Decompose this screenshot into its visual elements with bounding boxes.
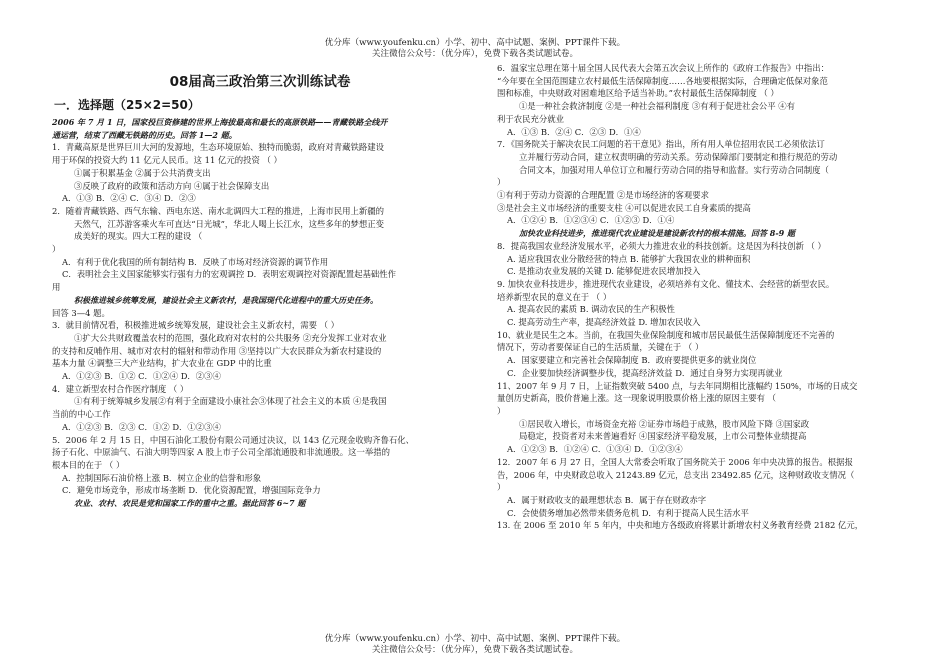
text-line: 3．就目前情况看，积极推进城乡统筹发展，建设社会主义新农村，需要 （ ） bbox=[52, 320, 340, 331]
text-line: 1．青藏高原是世界巨川大河的发源地，生态环境原始、独特而脆弱，政府对青藏铁路建设 bbox=[52, 142, 384, 153]
text-line: A．国家要建立和完善社会保障制度 B．政府要提供更多的就业岗位 bbox=[507, 355, 757, 366]
header-line-2: 关注微信公众号：（优分库），免费下载各类试题试卷。 bbox=[371, 49, 579, 59]
text-line: ①居民收入增长，市场资金充裕 ②证券市场趋于成熟，股市风险下降 ③国家政 bbox=[519, 418, 810, 429]
text-line: ③是社会主义市场经济的重要支柱 ④可以促进农民工自身素质的提高 bbox=[497, 202, 751, 213]
text-line: 局稳定，投资者对未来普遍看好 ④国家经济平稳发展，上市公司整体业绩提高 bbox=[519, 431, 807, 442]
text-line: 2．随着青藏铁路、西气东输、西电东送、南水北调四大工程的推进，上海市民用上新疆的 bbox=[52, 205, 384, 216]
text-line: “今年要在全国范围建立农村最低生活保障制度……各地要根据实际，合理确定低保对象范 bbox=[497, 75, 828, 86]
text-line: 用 bbox=[52, 282, 61, 293]
header-line-1: 优分库（www.youfenku.cn）小学、初中、高中试题、案例、PPT课件下载。 bbox=[324, 38, 626, 48]
text-line: 情况下，劳动者要保证自己的生活质量，关键在于 （ ） bbox=[497, 342, 704, 353]
text-line: 围和标准，中央财政对困难地区给予适当补助。”农村最低生活保障制度 （ ） bbox=[497, 88, 779, 99]
text-line: 量创历史新高，股价普遍上涨。这一现象说明股票价格上涨的原因主要有 （ bbox=[497, 393, 777, 404]
right-column-body bbox=[497, 62, 907, 532]
text-line: 11、2007 年 9 月 7 日，上证指数突破 5400 点，与去年同期相比涨幅约 150%，市场的日成交 bbox=[497, 380, 858, 391]
text-line: 积极推进城乡统筹发展，建设社会主义新农村，是我国现代化进程中的重大历史任务。 bbox=[74, 294, 378, 305]
page-header bbox=[0, 38, 950, 60]
text-line: 4．建立新型农村合作医疗制度 （ ） bbox=[52, 383, 189, 394]
text-line: C．会使债务增加必然带来债务危机 D．有利于提高人民生活水平 bbox=[507, 507, 749, 518]
text-line: A．控制国际石油价格上涨 B．树立企业的信誉和形象 bbox=[62, 472, 262, 483]
text-line: A. 提高农民的素质 B. 调动农民的生产积极性 bbox=[507, 304, 675, 315]
text-line: 告，2006 年，中央财政总收入 21243.89 亿元，总支出 23492.85 亿元，这种财政收支情况（ bbox=[497, 469, 855, 480]
text-line: C．企业要加快经济调整步伐，提高经济效益 D．通过自身努力实现再就业 bbox=[507, 367, 783, 378]
text-line: ） bbox=[52, 244, 61, 255]
text-line: 通运营，结束了西藏无铁路的历史。回答 1—2 题。 bbox=[52, 129, 237, 140]
text-line: 9. 加快农业科技进步，推进现代农业建设，必须培养有文化、懂技术、会经营的新型农民。 bbox=[497, 278, 835, 289]
text-line: 7．《国务院关于解决农民工问题的若干意见》指出，所有用人单位招用农民工必须依法订 bbox=[497, 139, 825, 150]
text-line: A．属于财政收支的最理想状态 B．属于存在财政赤字 bbox=[507, 494, 707, 505]
text-line: C．避免市场竞争，形成市场垄断 D．优化资源配置，增强国际竞争力 bbox=[62, 485, 321, 496]
text-line: 10、就业是民生之本。当前，在我国失业保险制度和城市居民最低生活保障制度还不完善的 bbox=[497, 329, 835, 340]
text-line: A．有利于优化我国的所有制结构 B．反映了市场对经济资源的调节作用 bbox=[62, 256, 329, 267]
left-column-body bbox=[52, 116, 468, 510]
text-line: 根本目的在于 （ ） bbox=[52, 459, 125, 470]
text-line: 加快农业科技进步，推进现代农业建设是建设新农村的根本措施。回答 8-9 题 bbox=[519, 228, 796, 239]
footer-line-2: 关注微信公众号：（优分库），免费下载各类试题试卷。 bbox=[371, 645, 579, 655]
text-line: 用于环保的投资大约 11 亿元人民币。这 11 亿元的投资 （ ） bbox=[52, 155, 282, 166]
text-line: 6．温家宝总理在第十届全国人民代表大会第五次会议上所作的《政府工作报告》中指出： bbox=[497, 63, 829, 73]
right-column bbox=[497, 62, 907, 532]
exam-title: 08届高三政治第三次训练试卷 bbox=[169, 74, 351, 90]
text-line: 回答 3—4 题。 bbox=[52, 307, 110, 318]
text-line: ①属于积累基金 ②属于公共消费支出 bbox=[74, 167, 211, 178]
text-line: A．①②③ B．①②④ C．①③④ D．①②③④ bbox=[507, 444, 683, 455]
page-footer bbox=[0, 634, 950, 656]
text-line: 当前的中心工作 bbox=[52, 409, 111, 420]
text-line: ） bbox=[497, 405, 506, 416]
text-line: 培养新型农民的意义在于 （ ） bbox=[497, 291, 612, 302]
text-line: C．表明社会主义国家能够实行强有力的宏观调控 D．表明宏观调控对资源配置起基础性作 bbox=[62, 269, 397, 280]
text-line: A．①③ B．②④ C．②③ D．①④ bbox=[507, 126, 641, 137]
section-heading: 一．选择题（25×2=50） bbox=[54, 98, 200, 112]
text-line: 8．提高我国农业经济发展水平，必须大力推进农业的科技创新。这是因为科技创新 （ ） bbox=[497, 240, 826, 251]
left-column bbox=[52, 62, 468, 510]
text-line: C. 提高劳动生产率，提高经济效益 D. 增加农民收入 bbox=[507, 317, 701, 328]
text-line: 天然气，江苏游客乘火车可直达“日光城”，华北人喝上长江水，这些多年的梦想正变 bbox=[74, 218, 385, 229]
text-line: 2006 年 7 月 1 日，国家投巨资修建的世界上海拔最高和最长的高原铁路——青藏铁路全线开 bbox=[52, 117, 388, 127]
text-line: C. 是推动农业发展的关键 D. 能够促进农民增加投入 bbox=[507, 266, 701, 277]
text-line: A．①②③ B．②③ C．①② D．①②③④ bbox=[62, 421, 221, 432]
text-line: 利于农民充分就业 bbox=[497, 113, 564, 124]
text-line: 5．2006 年 2 月 15 日，中国石油化工股份有限公司通过决议，以 143 亿元现金收购齐鲁石化、 bbox=[52, 434, 414, 445]
text-line: ①扩大公共财政覆盖农村的范围，强化政府对农村的公共服务 ②充分发挥工业对农业 bbox=[74, 332, 387, 343]
text-line: ③反映了政府的政策和活动方向 ④属于社会保障支出 bbox=[74, 180, 270, 191]
text-line: A. 适应我国农业分散经营的特点 B. 能够扩大我国农业的耕种面积 bbox=[507, 253, 751, 264]
text-line: 的支持和反哺作用、城市对农村的辐射和带动作用 ③坚持以广大农民群众为新农村建设的 bbox=[52, 345, 382, 356]
text-line: ①是一种社会救济制度 ②是一种社会福利制度 ③有利于促进社会公平 ④有 bbox=[519, 101, 795, 112]
text-line: 扬子石化、中原油气、石油大明等四家 A 股上市子公司全部流通股和非流通股。这一举措的 bbox=[52, 447, 390, 458]
text-line: ①有利于劳动力资源的合理配置 ②是市场经济的客观要求 bbox=[497, 190, 710, 201]
text-line: ） bbox=[497, 482, 506, 493]
text-line: 13. 在 2006 至 2010 年 5 年内，中央和地方各级政府将累计新增农村义务教育经费 2182 亿元， bbox=[497, 520, 864, 531]
text-line: 立并履行劳动合同，建立权责明确的劳动关系。劳动保障部门要制定和推行规范的劳动 bbox=[519, 151, 838, 162]
footer-line-1: 优分库（www.youfenku.cn）小学、初中、高中试题、案例、PPT课件下载。 bbox=[324, 634, 626, 644]
text-line: A．①③ B．②④ C．③④ D．②③ bbox=[62, 193, 196, 204]
text-line: ） bbox=[497, 177, 506, 188]
text-line: 基本力量 ④调整三大产业结构，扩大农业在 GDP 中的比重 bbox=[52, 358, 272, 369]
text-line: 成美好的现实。四大工程的建设 （ bbox=[74, 231, 203, 242]
text-line: 合同文本，加强对用人单位订立和履行劳动合同的指导和监督。实行劳动合同制度（ bbox=[519, 164, 829, 175]
text-line: A．①②③ B．①② C．①②④ D．②③④ bbox=[62, 371, 221, 382]
text-line: 12．2007 年 6 月 27 日，全国人大常委会听取了国务院关于 2006 年中央决算的报告。根据报 bbox=[497, 456, 853, 467]
text-line: 农业、农村、农民是党和国家工作的重中之重。据此回答 6~7 题 bbox=[74, 498, 306, 509]
text-line: ①有利于统筹城乡发展②有利于全面建设小康社会③体现了社会主义的本质 ④是我国 bbox=[74, 396, 387, 407]
text-line: A．①②④ B．①②③④ C．①②③ D．①④ bbox=[507, 215, 675, 226]
